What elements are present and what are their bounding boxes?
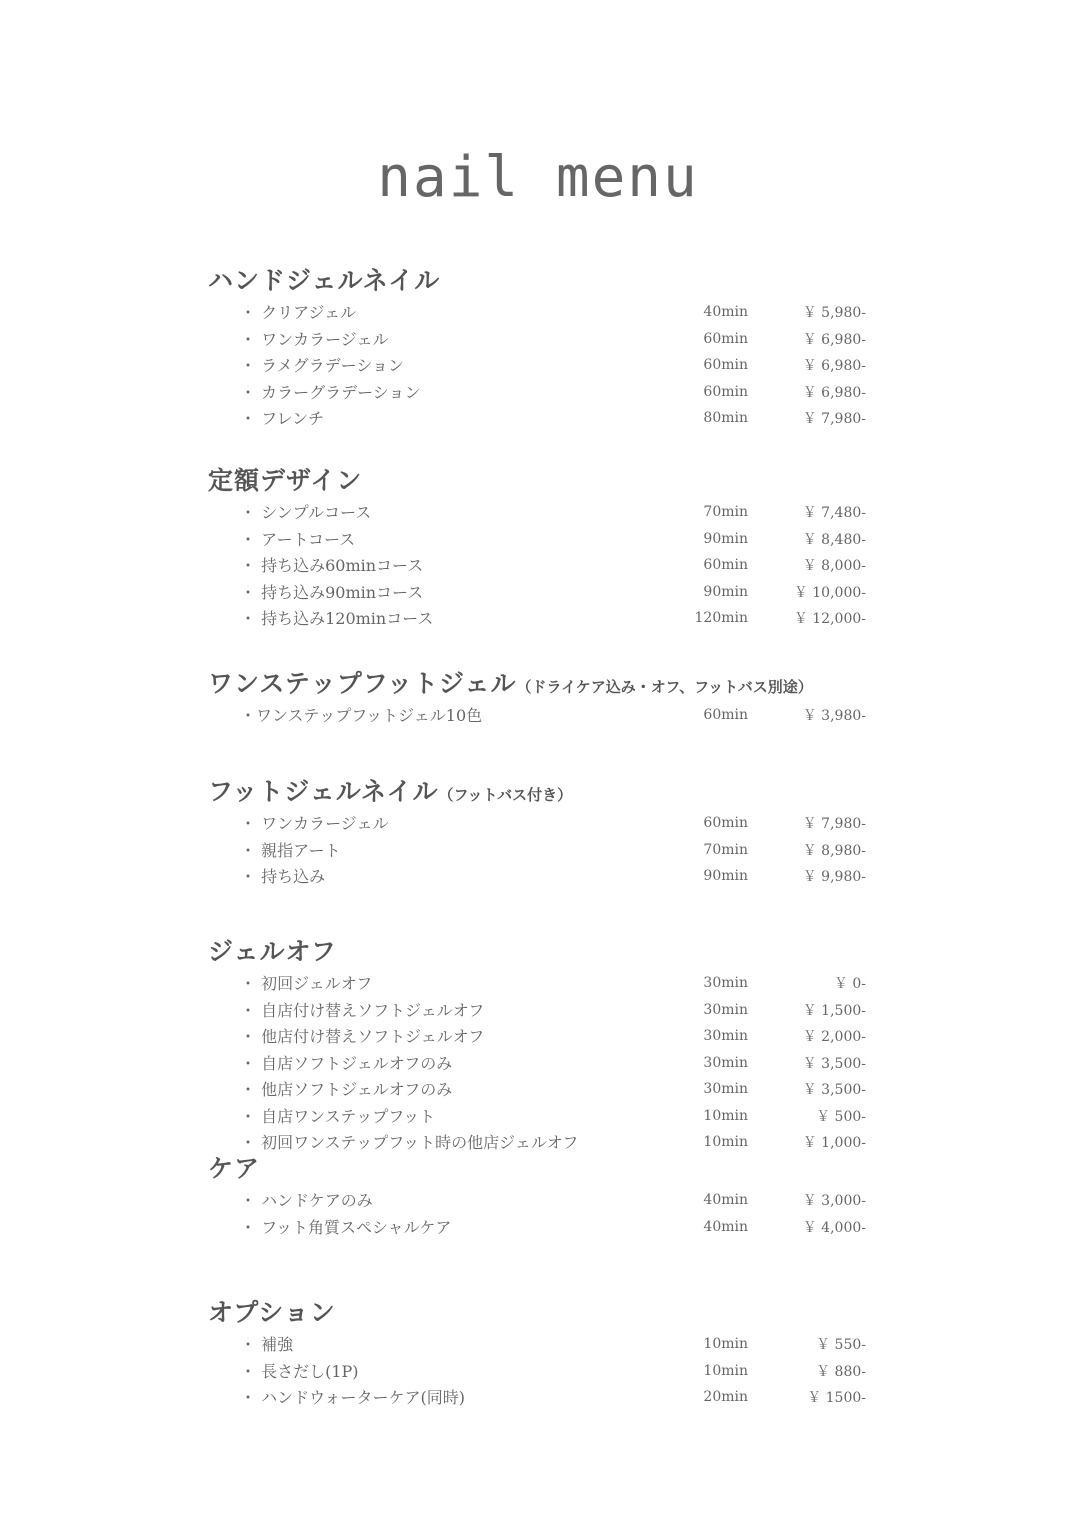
menu-item-duration: 60min bbox=[703, 357, 748, 373]
menu-item bbox=[208, 701, 888, 728]
menu-item-name: ・ 持ち込み120minコース bbox=[240, 609, 434, 628]
menu-item bbox=[208, 1213, 888, 1240]
menu-item-duration: 10min bbox=[703, 1362, 748, 1379]
menu-item bbox=[208, 1022, 888, 1049]
page-title: nail menu bbox=[377, 145, 699, 210]
menu-item-price: ￥ 2,000- bbox=[802, 1029, 866, 1045]
section-heading bbox=[208, 667, 888, 701]
menu-item-duration: 30min bbox=[703, 1054, 748, 1071]
menu-item-price: ￥ 7,480- bbox=[802, 505, 866, 521]
menu-item-duration: 90min bbox=[703, 868, 748, 884]
menu-item bbox=[208, 862, 888, 889]
menu-item-price: ￥ 3,980- bbox=[802, 708, 866, 724]
menu-item-duration: 30min bbox=[703, 975, 748, 991]
menu-item-name: ・ 初回ジェルオフ bbox=[240, 974, 373, 993]
menu-item-price: ￥ 6,980- bbox=[802, 331, 866, 348]
menu-item bbox=[208, 969, 888, 996]
menu-item-duration: 40min bbox=[703, 304, 748, 320]
section-heading bbox=[208, 464, 888, 498]
section-heading-text: ハンドジェルネイル bbox=[208, 266, 441, 295]
section-heading-text: フットジェルネイル bbox=[208, 777, 439, 806]
menu-item-name: ・ 自店ソフトジェルオフのみ bbox=[240, 1053, 453, 1073]
menu-item-name: ・ カラーグラデーション bbox=[240, 382, 421, 402]
menu-item-duration: 70min bbox=[703, 841, 748, 858]
menu-item-price: ￥ 7,980- bbox=[802, 411, 866, 427]
menu-item bbox=[208, 378, 888, 405]
menu-item-price: ￥ 880- bbox=[816, 1363, 866, 1380]
section-heading-text: ワンステップフットジェル bbox=[208, 669, 517, 698]
menu-item-price: ￥ 12,000- bbox=[793, 611, 866, 627]
section-heading bbox=[208, 775, 888, 809]
menu-item bbox=[208, 836, 888, 863]
section-heading-note: （ドライケア込み・オフ、フットバス別途） bbox=[516, 678, 813, 696]
menu-item-name: ・ 自店ワンステップフット bbox=[240, 1106, 436, 1126]
menu-item-name: ・ アートコース bbox=[240, 529, 356, 549]
menu-item-price: ￥ 500- bbox=[816, 1108, 866, 1125]
menu-item-price: ￥ 9,980- bbox=[802, 869, 866, 885]
menu-item-name: ・ シンプルコース bbox=[240, 503, 372, 522]
section-heading bbox=[208, 935, 888, 969]
menu-item-name: ・ 長さだし(1P) bbox=[240, 1361, 359, 1381]
menu-item-name: ・ フット角質スペシャルケア bbox=[240, 1217, 452, 1237]
menu-item-name: ・ ワンカラージェル bbox=[240, 329, 389, 349]
section-heading bbox=[208, 264, 888, 298]
menu-item-name: ・ 持ち込み60minコース bbox=[240, 556, 424, 575]
menu-item-duration: 60min bbox=[703, 383, 748, 400]
menu-item bbox=[208, 1049, 888, 1076]
menu-item-duration: 30min bbox=[703, 1081, 748, 1097]
menu-item-duration: 40min bbox=[703, 1218, 748, 1235]
menu-item-price: ￥ 0- bbox=[833, 976, 866, 992]
menu-item-name: ・ 自店付け替えソフトジェルオフ bbox=[240, 1000, 485, 1020]
menu-item-name: ・ クリアジェル bbox=[240, 303, 357, 322]
menu-item-name: ・ ハンドウォーターケア(同時) bbox=[240, 1388, 465, 1407]
menu-item-price: ￥ 3,500- bbox=[802, 1082, 866, 1098]
menu-item bbox=[208, 996, 888, 1023]
menu-item-duration: 30min bbox=[703, 1001, 748, 1018]
menu-section bbox=[208, 935, 888, 1155]
menu-item-duration: 80min bbox=[703, 410, 748, 426]
menu-item-duration: 30min bbox=[703, 1028, 748, 1044]
menu-item-duration: 60min bbox=[703, 815, 748, 831]
menu-item-duration: 120min bbox=[694, 610, 748, 626]
menu-item-name: ・ 他店付け替えソフトジェルオフ bbox=[240, 1027, 485, 1046]
menu-item bbox=[208, 325, 888, 352]
section-heading-note: （フットバス付き） bbox=[438, 786, 573, 804]
menu-item bbox=[208, 351, 888, 378]
menu-item bbox=[208, 1186, 888, 1213]
menu-item-name: ・ 持ち込み90minコース bbox=[240, 582, 424, 602]
menu-item-price: ￥ 4,000- bbox=[802, 1219, 866, 1236]
section-heading bbox=[208, 1296, 888, 1330]
menu-item-price: ￥ 1,500- bbox=[802, 1002, 866, 1019]
menu-item bbox=[208, 1357, 888, 1384]
menu-item-price: ￥ 8,480- bbox=[802, 531, 866, 548]
menu-item-duration: 70min bbox=[703, 504, 748, 520]
menu-item bbox=[208, 1102, 888, 1129]
menu-item-price: ￥ 6,980- bbox=[802, 384, 866, 401]
menu-item-price: ￥ 3,000- bbox=[802, 1193, 866, 1209]
menu-item-duration: 60min bbox=[703, 557, 748, 573]
menu-section bbox=[208, 775, 888, 889]
menu-item-name: ・ フレンチ bbox=[240, 409, 325, 428]
menu-item-price: ￥ 1,000- bbox=[802, 1135, 866, 1151]
menu-section bbox=[208, 264, 888, 431]
menu-item bbox=[208, 1128, 888, 1155]
menu-item bbox=[208, 525, 888, 552]
section-heading-text: ジェルオフ bbox=[208, 937, 337, 966]
menu-item bbox=[208, 604, 888, 631]
menu-item-name: ・ ラメグラデーション bbox=[240, 356, 404, 375]
menu-item bbox=[208, 298, 888, 325]
menu-item-name: ・ 親指アート bbox=[240, 840, 341, 860]
menu-item-name: ・ ハンドケアのみ bbox=[240, 1191, 373, 1210]
menu-item-price: ￥ 8,000- bbox=[802, 558, 866, 574]
menu-item-name: ・ 持ち込み bbox=[240, 867, 326, 886]
menu-item bbox=[208, 809, 888, 836]
menu-item-duration: 60min bbox=[703, 330, 748, 347]
menu-item-name: ・ 他店ソフトジェルオフのみ bbox=[240, 1080, 453, 1099]
menu-section bbox=[208, 1152, 888, 1239]
section-heading-text: ケア bbox=[208, 1154, 261, 1183]
menu-item-price: ￥ 550- bbox=[816, 1337, 866, 1353]
menu-item-name: ・ 初回ワンステップフット時の他店ジェルオフ bbox=[240, 1133, 579, 1152]
menu-item-price: ￥ 8,980- bbox=[802, 842, 866, 859]
menu-item-duration: 90min bbox=[703, 583, 748, 600]
menu-item-name: ・ワンステップフットジェル10色 bbox=[240, 706, 483, 725]
menu-item bbox=[208, 1330, 888, 1357]
menu-item-name: ・ ワンカラージェル bbox=[240, 814, 389, 833]
section-heading bbox=[208, 1152, 888, 1186]
menu-item-duration: 40min bbox=[703, 1192, 748, 1208]
menu-item-name: ・ 補強 bbox=[240, 1335, 294, 1354]
menu-item-duration: 60min bbox=[703, 707, 748, 723]
menu-item-price: ￥ 1500- bbox=[807, 1390, 866, 1406]
menu-item bbox=[208, 1383, 888, 1410]
section-heading-text: 定額デザイン bbox=[208, 466, 363, 495]
menu-item bbox=[208, 551, 888, 578]
menu-item bbox=[208, 498, 888, 525]
menu-section bbox=[208, 667, 888, 728]
menu-item-duration: 10min bbox=[703, 1107, 748, 1124]
menu-item-duration: 90min bbox=[703, 530, 748, 547]
menu-item-duration: 10min bbox=[703, 1336, 748, 1352]
menu-item-price: ￥ 10,000- bbox=[793, 584, 866, 601]
menu-item-duration: 10min bbox=[703, 1134, 748, 1150]
menu-item bbox=[208, 1075, 888, 1102]
menu-item-price: ￥ 6,980- bbox=[802, 358, 866, 374]
menu-item bbox=[208, 404, 888, 431]
menu-item-price: ￥ 3,500- bbox=[802, 1055, 866, 1072]
menu-section bbox=[208, 464, 888, 631]
menu-item-duration: 20min bbox=[703, 1389, 748, 1405]
menu-item-price: ￥ 7,980- bbox=[802, 816, 866, 832]
section-heading-text: オプション bbox=[208, 1298, 336, 1327]
menu-item bbox=[208, 578, 888, 605]
menu-section bbox=[208, 1296, 888, 1410]
menu-item-price: ￥ 5,980- bbox=[802, 305, 866, 321]
